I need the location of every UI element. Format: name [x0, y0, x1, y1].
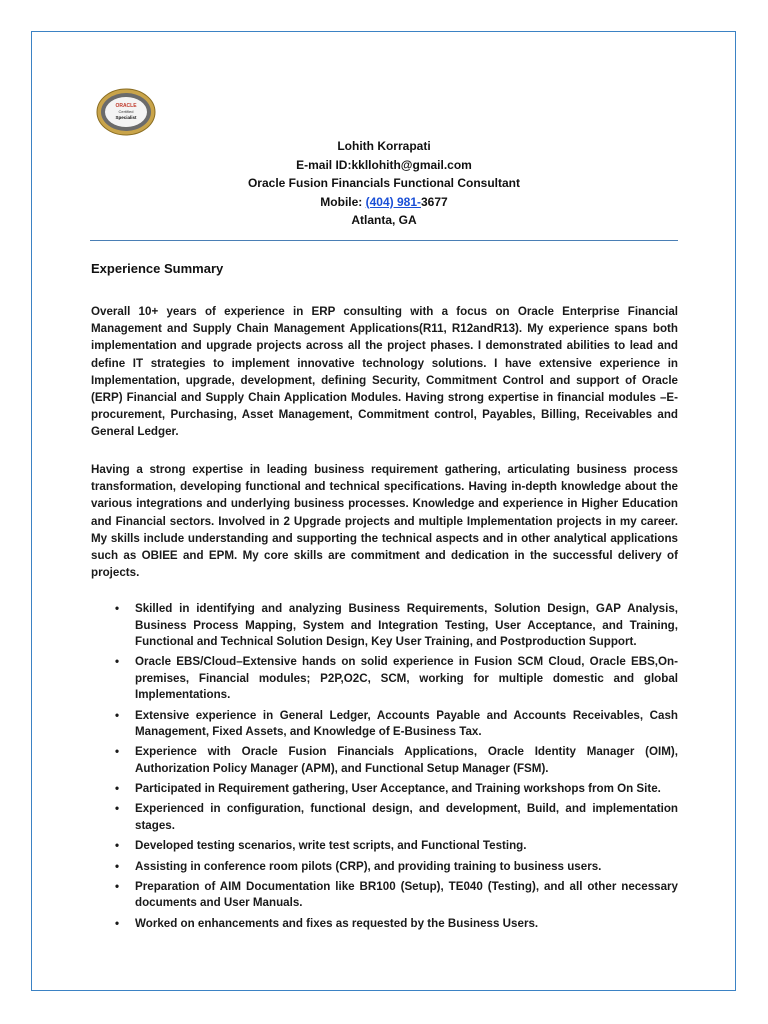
bullet-icon: •	[115, 655, 120, 669]
bullet-item	[107, 708, 678, 741]
bullet-icon: •	[115, 745, 120, 759]
bullet-text: Preparation of AIM Documentation like BR100 (Setup), TE040 (Testing), and all other necessary documents and User Manuals.	[135, 879, 678, 910]
bullet-icon: •	[115, 859, 120, 873]
badge-line3: Specialist	[115, 115, 137, 120]
bullet-item	[107, 801, 678, 834]
bullet-text: Assisting in conference room pilots (CRP), and providing training to business users.	[135, 859, 602, 873]
badge-line1: ORACLE	[115, 103, 137, 109]
bullet-text: Oracle EBS/Cloud–Extensive hands on solid experience in Fusion SCM Cloud, Oracle EBS,On-premises, Financial modules; P2P,O2C, SCM, working for multiple domestic and global Implementations.	[135, 655, 678, 702]
bullet-icon: •	[115, 839, 120, 853]
bullet-text: Developed testing scenarios, write test scripts, and Functional Testing.	[135, 839, 527, 853]
bullet-icon: •	[115, 879, 120, 893]
oracle-certified-badge	[96, 87, 156, 137]
experience-bullets	[107, 601, 678, 936]
bullet-item	[107, 859, 678, 876]
bullet-text: Extensive experience in General Ledger, Accounts Payable and Accounts Receivables, Cash Management, Fixed Assets, and Knowledge of E-Business Tax.	[135, 708, 678, 739]
bullet-item	[107, 654, 678, 704]
bullet-item	[107, 601, 678, 651]
badge-line2: Certified	[118, 109, 134, 114]
candidate-name: Lohith Korrapati	[337, 139, 431, 153]
header-divider	[90, 240, 678, 241]
email-line: E-mail ID:kkllohith@gmail.com	[296, 157, 472, 172]
location: Atlanta, GA	[351, 213, 417, 227]
summary-paragraph-2: Having a strong expertise in leading business requirement gathering, articulating business process transformation, developing functional and technical specifications. Having in-depth knowledge about the various integrations and underlying business processes. Knowledge and experience in Higher Education and Financial sectors. Involved in 2 Upgrade projects and multiple Implementation projects in my career. My skills include understanding and supporting the technical aspects and in other analytical applications such as OBIEE and EPM. My core skills are commitment and dedication in the successful delivery of projects.	[91, 463, 678, 580]
bullet-icon: •	[115, 916, 120, 930]
mobile-label: Mobile:	[320, 194, 366, 209]
bullet-item	[107, 838, 678, 855]
phone-rest: 3677	[421, 194, 448, 209]
bullet-icon: •	[115, 708, 120, 722]
bullet-text: Experience with Oracle Fusion Financials Applications, Oracle Identity Manager (OIM), Authorization Policy Manager (APM), and Functional Setup Manager (FSM).	[135, 745, 678, 775]
bullet-item	[107, 781, 678, 798]
mobile-line	[90, 193, 678, 212]
bullet-text: Worked on enhancements and fixes as requested by the Business Users.	[135, 916, 539, 930]
bullet-text: Participated in Requirement gathering, User Acceptance, and Training workshops from On Site.	[135, 782, 661, 796]
bullet-text: Skilled in identifying and analyzing Business Requirements, Solution Design, GAP Analysis, Business Process Mapping, System and Integration Testing, User Acceptance, and Training, Functional and Technical Solution Design, Key User Training, and Postproduction Support.	[135, 602, 678, 648]
bullet-item	[107, 916, 678, 933]
bullet-icon: •	[115, 802, 120, 816]
bullet-item	[107, 744, 678, 777]
bullet-item	[107, 879, 678, 912]
section-title: Experience Summary	[91, 261, 224, 276]
bullet-icon: •	[115, 602, 120, 615]
summary-paragraph-1: Overall 10+ years of experience in ERP consulting with a focus on Oracle Enterprise Financial Management and Supply Chain Management Applications(R11, R12andR13). My experience spans both implementation and upgrade projects across all the project phases. I demonstrated abilities to lead and define IT strategies to implement innovative technology solutions. I have extensive experience in Implementation, upgrade, development, defining Security, Commitment Control and support of Oracle (ERP) Financial and Supply Chain Application Modules. Having strong expertise in financial modules –E-procurement, Purchasing, Asset Management, Commitment control, Payables, Billing, Receivables and General Ledger.	[91, 305, 678, 439]
job-title: Oracle Fusion Financials Functional Consultant	[247, 176, 521, 190]
bullet-text: Experienced in configuration, functional design, and development, Build, and implementation stages.	[135, 802, 678, 832]
phone-link[interactable]: (404) 981-	[365, 194, 421, 209]
contact-header	[90, 137, 678, 230]
bullet-icon: •	[115, 782, 120, 796]
